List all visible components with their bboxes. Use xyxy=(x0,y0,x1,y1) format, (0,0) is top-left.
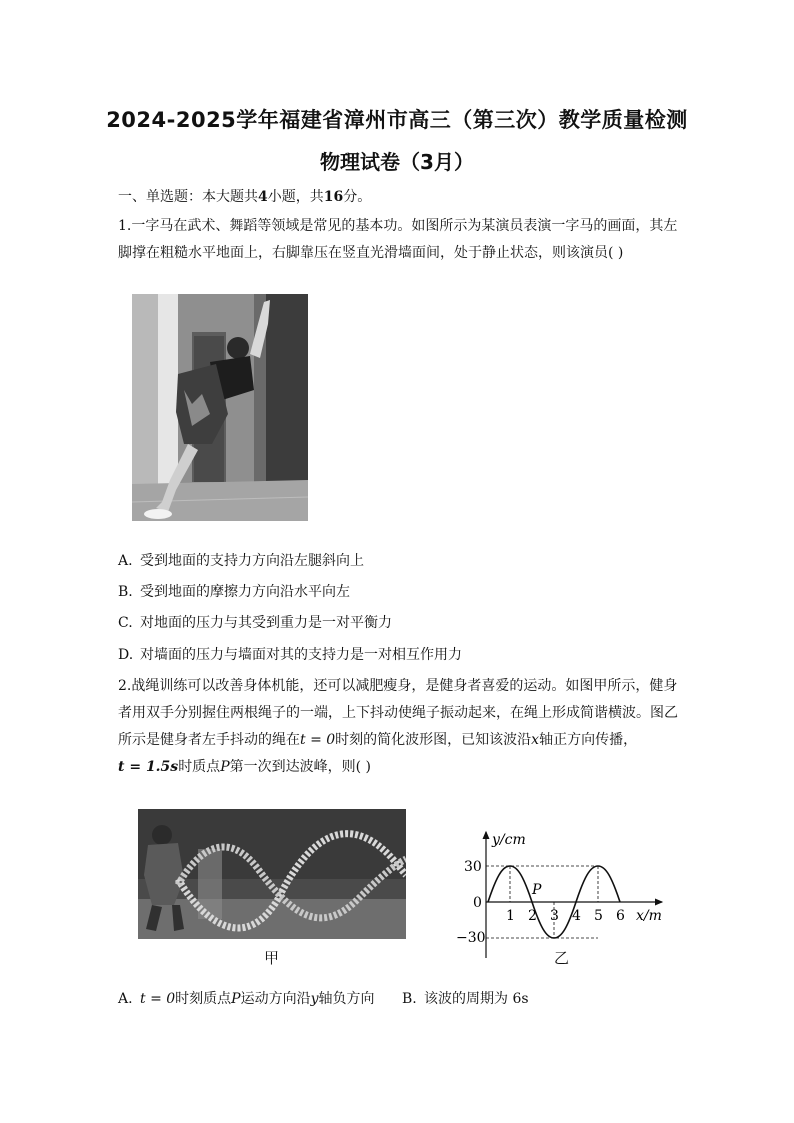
q1-stem xyxy=(118,213,678,267)
q2-option-b: B. 该波的周期为 6s xyxy=(402,991,529,1007)
exam-title-line1: 2024-2025学年福建省漳州市高三（第三次）教学质量检测 xyxy=(106,108,688,132)
x-tick-2: 2 xyxy=(528,908,537,924)
q2-battle-rope-photo xyxy=(138,809,406,939)
x-tick-4: 4 xyxy=(572,908,581,924)
caption-jia: 甲 xyxy=(264,949,280,967)
y-axis-label: y/cm xyxy=(492,832,526,848)
q1-option-b: B. 受到地面的摩擦力方向沿水平向左 xyxy=(118,584,350,600)
section-header: 一、单选题：本大题共4小题，共16分。 xyxy=(118,189,372,205)
x-axis-label: x/m xyxy=(636,908,662,924)
caption-yi: 乙 xyxy=(554,949,570,967)
q1-stem-line2: 脚撑在粗糙水平地面上，右脚靠压在竖直光滑墙面间，处于静止状态，则该演员( ) xyxy=(118,245,624,261)
q2-stem-line2: 者用双手分别握住两根绳子的一端，上下抖动使绳子振动起来，在绳上形成简谐横波。图乙 xyxy=(118,705,678,721)
x-tick-3: 3 xyxy=(550,908,559,924)
x-tick-5: 5 xyxy=(594,908,603,924)
q1-option-d: D. 对墙面的压力与墙面对其的支持力是一对相互作用力 xyxy=(118,647,462,663)
q2-stem-line4: t = 1.5s时质点P第一次到达波峰，则( ) xyxy=(118,759,371,775)
y-tick-30: 30 xyxy=(464,859,482,875)
x-tick-6: 6 xyxy=(616,908,625,924)
q1-option-a: A. 受到地面的支持力方向沿左腿斜向上 xyxy=(118,553,364,569)
y-tick-0: 0 xyxy=(473,895,482,911)
q2-stem-line1: 2.战绳训练可以改善身体机能，还可以减肥瘦身，是健身者喜爱的运动。如图甲所示，健身 xyxy=(118,678,678,694)
q2-stem xyxy=(118,673,678,781)
exam-title-line2: 物理试卷（3月） xyxy=(320,150,474,174)
y-tick-neg30: −30 xyxy=(456,930,486,946)
q1-split-photo xyxy=(132,294,308,521)
x-tick-1: 1 xyxy=(506,908,515,924)
q2-option-a: A. t = 0时刻质点P运动方向沿y轴负方向 xyxy=(118,991,375,1007)
point-p-label: P xyxy=(532,882,542,898)
q1-stem-line1: 1.一字马在武术、舞蹈等领域是常见的基本功。如图所示为某演员表演一字马的画面，其左 xyxy=(118,218,678,234)
q1-option-c: C. 对地面的压力与其受到重力是一对平衡力 xyxy=(118,615,392,631)
q2-stem-line3: 所示是健身者左手抖动的绳在t = 0时刻的简化波形图，已知该波沿x轴正方向传播， xyxy=(118,732,638,748)
